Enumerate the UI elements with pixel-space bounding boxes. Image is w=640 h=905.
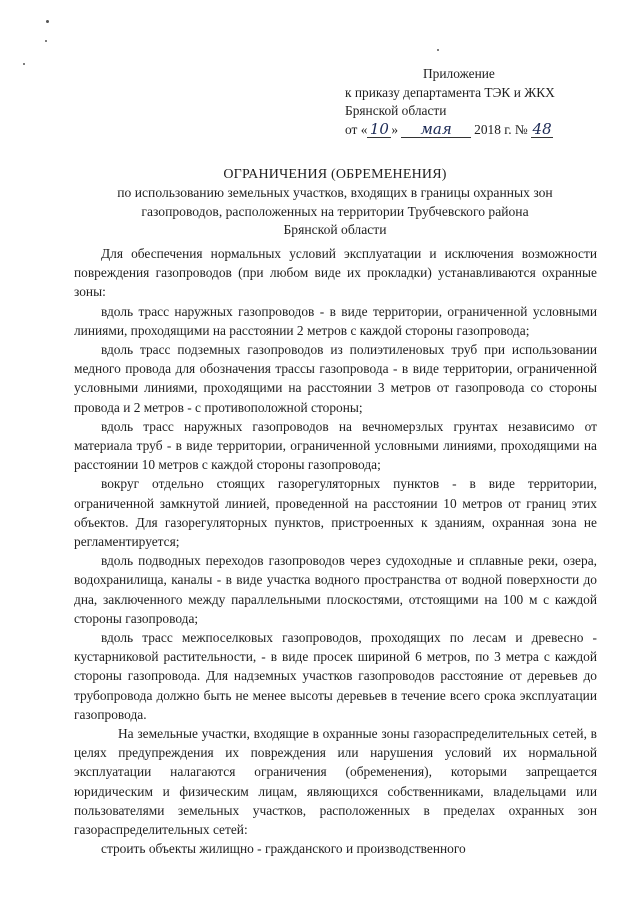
paragraph-restrictions: На земельные участки, входящие в охранные зоны газораспределительных сетей, в целях предупреждения их повреждения или нарушения условий их нормальной эксплуатации налагаются ограничения (обременения), которыми запрещается юридическим и физическим лицам, являющихся собственниками, владельцами или пользователями земельных участков, расположенных в пределах охранных зон газораспределительных сетей:	[74, 726, 597, 838]
date-year: 2018 г. №	[474, 121, 528, 137]
document-heading: ОГРАНИЧЕНИЯ (ОБРЕМЕНЕНИЯ)	[223, 167, 447, 182]
paragraph-zone-outdoor: вдоль трасс наружных газопроводов - в виде территории, ограниченной условными линиями, проходящими на расстоянии 2 метров с каждой стороны газопровода;	[74, 303, 597, 338]
order-number-handwritten: 48	[532, 119, 552, 138]
appendix-order-ref: к приказу департамента ТЭК и ЖКХ	[345, 84, 555, 100]
date-close-quote: »	[391, 121, 399, 137]
scan-speck	[23, 63, 25, 65]
date-month-handwritten: мая	[420, 119, 452, 138]
scan-speck	[437, 49, 439, 51]
paragraph-intro: Для обеспечения нормальных условий эксплуатации и исключения возможности повреждения газопроводов (при любом виде их прокладки) устанавливаются охранные зоны:	[74, 246, 597, 300]
document-subtitle-line-2: газопроводов, расположенных на территории Трубчевского района	[141, 203, 529, 219]
paragraph-prohibition-start: строить объекты жилищно - гражданского и производственного	[101, 841, 466, 857]
scan-speck	[45, 40, 47, 42]
document-subtitle-line-3: Брянской области	[283, 222, 387, 238]
document-subtitle-line-1: по использованию земельных участков, входящих в границы охранных зон	[117, 185, 553, 201]
date-prefix: от «	[345, 121, 368, 137]
date-month-field	[401, 119, 471, 138]
appendix-region: Брянской области	[345, 103, 447, 118]
document-title-block	[70, 166, 600, 240]
scan-speck	[46, 20, 49, 23]
document-body	[74, 244, 597, 859]
paragraph-zone-permafrost: вдоль трасс наружных газопроводов на вечномерзлых грунтах независимо от материала труб - в виде территории, ограниченной условными линиями, проходящими на расстоянии 10 метров с каждой стороны газопровода;	[74, 418, 597, 473]
date-day-handwritten: 10	[369, 119, 389, 138]
paragraph-zone-underwater: вдоль подводных переходов газопроводов через судоходные и сплавные реки, озера, водохранилища, каналы - в виде участка водного пространства от водной поверхности до дна, заключенного между параллельными плоскостями, отстоящими на 100 м с каждой стороны газопровода;	[74, 553, 597, 626]
order-number-field	[531, 119, 553, 138]
appendix-title: Приложение	[423, 66, 495, 81]
paragraph-zone-regulator: вокруг отдельно стоящих газорегуляторных пунктов - в виде территории, ограниченной замкнутой линией, проведенной на расстоянии 10 метров от границ этих объектов. Для газорегуляторных пунктов, пристроенных к зданиям, охранная зона не регламентируется;	[74, 476, 597, 550]
paragraph-zone-forest: вдоль трасс межпоселковых газопроводов, проходящих по лесам и древесно - кустарниковой растительности, - в виде просек шириной 6 метров, по 3 метра с каждой стороны газопровода. Для надземных участков газопроводов расстояние от деревьев до трубопровода должно быть не менее высоты деревьев в течение всего срока эксплуатации газопровода.	[74, 630, 597, 722]
appendix-date-line	[345, 121, 615, 140]
date-day-field	[367, 119, 391, 138]
paragraph-zone-underground: вдоль трасс подземных газопроводов из полиэтиленовых труб при использовании медного провода для обозначения трассы газопровода - в виде территории, ограниченной условными линиями, проходящими на расстоянии 3 метров от газопровода со стороны провода и 2 метров - с противоположной стороны;	[74, 342, 597, 415]
appendix-block	[345, 65, 615, 139]
